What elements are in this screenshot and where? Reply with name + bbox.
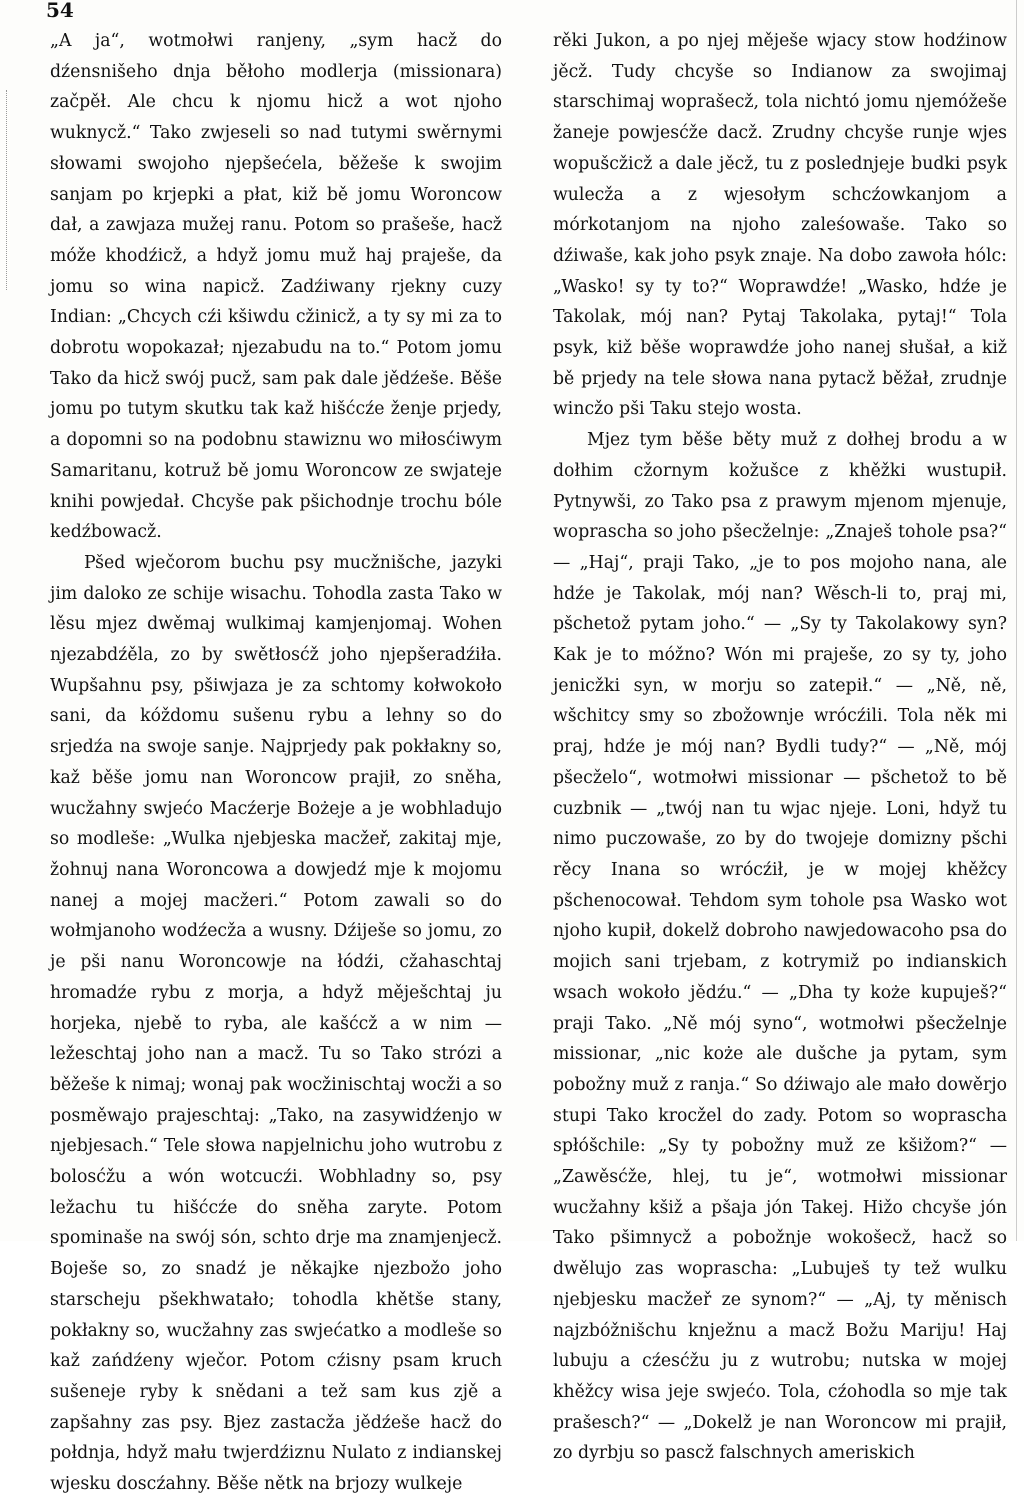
left-text-column bbox=[50, 26, 502, 1500]
right-text-column bbox=[553, 26, 1007, 1469]
left-paragraph: Pšed wječorom buchu psy mucžnišche, jazyki jim daloko ze schije wisachu. Tohodla zasta Tako w lěsu mjez dwěmaj wulkimaj kamjenjomaj. Wohen njezabdźěla, zo by swětłosćž joho njepšeradźiła. Wupšahnu psy, pšiwjaza je za schtomy kołwokoło sani, da kóždomu sušenu rybu a lehny so do srjedźa na swoje sanje. Najprjedy pak pokłakny so, kaž běše jomu nan Woroncow prajił, zo sněha, wucžahny swjećo Macźerje Bożeje a je wobhladujo so modleše: „Wulka njebjeska macžeř, zakitaj mje, žohnuj nana Woroncowa a dowjedź mje k mojomu nanej a mojej macžeri.“ Potom zawali so do wołmjanoho wodźecža a wusny. Dźiješe so jomu, zo je pši nanu Woroncowje na łódźi, cžahaschtaj hromadźe rybu z morja, a hdyž měješchtaj ju horjeka, njebě to ryba, ale kašćcž a w nim — ležeschtaj joho nan a macž. Tu so Tako strózi a běžeše k nimaj; wonaj pak wocžinischtaj wocži a so posměwajo prajeschtaj: „Tako, na zasywidźenjo w njebjesach.“ Tele słowa napjelnichu joho wutrobu z bolosćžu a wón wotcucźi. Wobhladny so, psy ležachu tu hišćcźe do sněha zaryte. Potom spominaše na swój són, schto drje ma znamjenjecž. Boješe so, zo snadź je někajke njezbožo joho starscheju pšekhwatało; tohodla khětše stany, pokłakny so, wucžahny zas swjećatko a modleše so kaž zańdźeny wječor. Potom cźisny psam kruch sušeneje ryby k snědani a tež sam kus zjě a zapšahny zas psy. Bjez zastacža jědźeše hacž do połdnja, hdyž mału twjerdźiznu Nulato z indianskej wjesku doscźahny. Běše nětk na brjozy wulkeje bbox=[50, 552, 502, 1495]
page-number: 54 bbox=[46, 0, 74, 22]
page-edge-line bbox=[1016, 0, 1017, 1241]
left-paragraph: „A ja“, wotmołwi ranjeny, „sym hacž do dźensnišeho dnja běłoho modlerja (missionara) začpěł. Ale chcu k njomu hicž a wot njoho wuknycž.“ Tako zwjeseli so nad tutymi swěrnymi słowami swojoho njepšećela, běžeše k swojim sanjam po krjepki a płat, kiž bě jomu Woroncow dał, a zawjaza mužej ranu. Potom so prašeše, hacž móže khodźicž, a hdyž jomu muž haj praješe, da jomu so wina napicž. Zadźiwany rjekny cuzy Indian: „Chcych cźi kšiwdu cžinicž, a ty sy mi za to dobrotu wopokazał; njezabudu na to.“ Potom jomu Tako da hicž swój pucž, sam pak dale jědźeše. Běše jomu po tutym skutku tak kaž hišćcźe ženje prjedy, a dopomni so na podobnu stawiznu wo miłosćiwym Samaritanu, kotruž bě jomu Woroncow ze swjateje knihi powjedał. Chcyše pak pšichodnje trochu bóle kedźbowacž. bbox=[50, 31, 502, 543]
right-paragraph: rěki Jukon, a po njej měješe wjacy stow hodźinow jěcž. Tudy chcyše so Indianow za swojimaj starschimaj woprašecž, tola nichtó jomu njemóžeše žaneje powjesćže dacž. Zrudny chcyše runje wjes wopušcžicž a dale jěcž, tu z poslednjeje budki psyk wulecža a z wjesołym schcźowkanjom a mórkotanjom na njoho zaleśowaše. Tako so dźiwaše, kak joho psyk znaje. Na dobo zawoła hólc: „Wasko! sy ty to?“ Woprawdźe! „Wasko, hdźe je Takolak, mój nan? Pytaj Takolaka, pytaj!“ Tola psyk, kiž běše woprawdźe joho nanej słušał, a kiž bě prjedy na tele słowa nana pytacž běžał, zrudnje wincžo pši Taku stejo wosta. bbox=[553, 31, 1007, 420]
right-paragraph: Mjez tym běše běty muž z dołhej brodu a w dołhim cžornym kožušce z khěžki wustupił. Pytnywši, zo Tako psa z prawym mjenom mjenuje, woprascha so joho pšecželnje: „Znaješ tohole psa?“ — „Haj“, praji Tako, „je to pos mojoho nana, ale hdźe je Takolak, mój nan? Wěsch-li to, praj mi, pšchetož pytam joho.“ — „Sy ty Takolakowy syn? Kak je to móžno? Wón mi praješe, zo sy ty, joho jenicžki syn, w morju so zatepił.“ — „Ně, ně, wšchitcy smy so zbožownje wrócźili. Tola něk mi praj, hdźe je mój nan? Bydli tudy?“ — „Ně, mój pšecželo“, wotmołwi missionar — pšchetož to bě cuzbnik — „twój nan tu wjac njeje. Loni, hdyž tu nimo puczowaše, zo by do twojeje domizny pšchi rěcy Inana so wrócźił, je w mojej khěžcy pšchenocował. Tehdom sym tohole psa Wasko wot njoho kupił, dokelž dobroho nawjedowacoho psa do mojich sani trjebam, z kotrymiž po indianskich wsach wokoło jědźu.“ — „Dha ty koże kupuješ?“ praji Tako. „Ně mój syno“, wotmołwi pšecželnje missionar, „nic koże ale dušche ja pytam, sym pobožny muž z ranja.“ So dźiwajo ale mało dowěrjo stupi Tako krocžel do zady. Potom so woprascha spłóšchile: „Sy ty pobožny muž ze kšižom?“ — „Zawěsćže, hlej, tu je“, wotmołwi missionar wucžahny kšiž a pšaja jón Takej. Hižo chcyše jón Tako pšimnycž a pobožnje wokošecž, hacž so dwělujo zas woprascha: „Lubuješ ty tež wulku njebjesku macžeř ze synom?“ — „Aj, ty měnisch najzbóžnišchu knježnu a macž Božu Mariju! Haj lubuju a cźesćžu ju z wutrobu; nutska w mojej khěžcy wisa jeje swjećo. Tola, cźohodla so mje tak prašesch?“ — „Dokelž je nan Woroncow mi prajił, zo dyrbju so pascž falschnych ameriskich bbox=[553, 430, 1007, 1464]
binding-edge-marks bbox=[6, 90, 13, 290]
